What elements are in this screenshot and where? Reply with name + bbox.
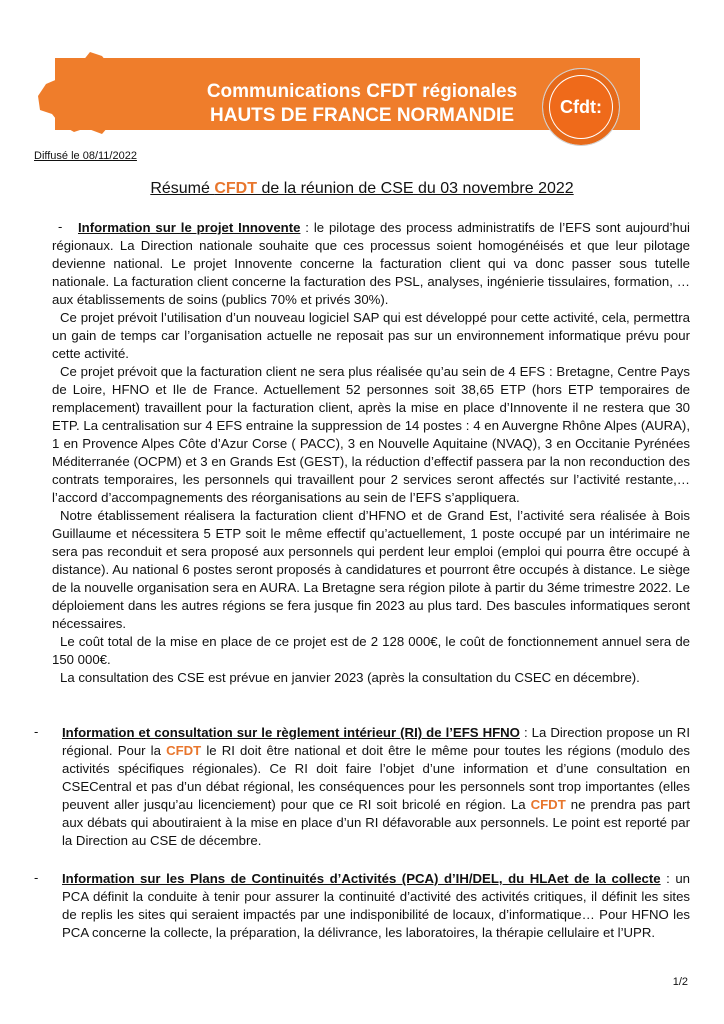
section1-paragraph2: Ce projet prévoit l’utilisation d’un nouveau logiciel SAP qui est développé pour cette activité, cela, permettra un gain de temps car l’organisation actuelle ne reposait pas sur un environnement informatique prévu pour cette activité. [52, 310, 690, 361]
section1-paragraph5: Le coût total de la mise en place de ce projet est de 2 128 000€, le coût de fonctionnement annuel sera de 150 000€. [52, 634, 690, 667]
section-reglement-interieur [62, 724, 690, 850]
section1-text1: : le pilotage des process administratifs de l’EFS sont aujourd’hui régionaux. La Direction nationale souhaite que ces processus soient homogénéisés et que leur pilotage devienne national. Le projet Innovente concerne la facturation client qui va donc passer sous tutelle nationale. La facturation client concerne la facturation des PSL, analyses, ingénierie tissulaires, formation, … aux établissements de soins (publics 70% et privés 30%). [52, 220, 690, 307]
section1-paragraph4: Notre établissement réalisera la facturation client d’HFNO et de Grand Est, l’activité sera réalisée à Bois Guillaume et nécessitera 5 ETP soit le même effectif qu’actuellement, 1 poste occupé par un intérimaire ne sera pas reconduit et sera proposé aux personnels qui perdent leur emploi (emploi qui pourra être occupé à distance). Au national 6 postes seront proposés à candidatures et pourront être occupés à distance. Le siège de la nouvelle organisation sera en AURA. La Bretagne sera région pilote à partir du 3éme trimestre 2022. Le déploiement dans les autres régions se fera jusque fin 2023 au plus tard. Des bascules informatiques seront nécessaires. [52, 508, 690, 631]
section2-cfdt2: CFDT [530, 797, 566, 812]
document-title [0, 180, 724, 198]
section-pca [62, 870, 690, 942]
title-suffix: de la réunion de CSE du 03 novembre 2022 [257, 180, 574, 197]
section3-heading: Information sur les Plans de Continuités d’Activités (PCA) d’IH/DEL, du HLAet de la collecte [62, 871, 661, 886]
section1-paragraph1 [52, 219, 690, 309]
section2-text3: ne prendra pas part aux débats qui aboutiraient à la mise en place d’un RI défavorable aux personnels. Le point est reporté par la Direction au CSE de décembre. [62, 797, 690, 848]
section2-heading: Information et consultation sur le règlement intérieur (RI) de l’EFS HFNO [62, 725, 520, 740]
cfdt-logo-text: Cfdt: [550, 76, 612, 138]
cfdt-logo [542, 68, 620, 146]
section-innovente [52, 219, 690, 687]
page-number: 1/2 [672, 976, 688, 988]
bullet-1: - [58, 219, 63, 234]
header-title-line2: HAUTS DE FRANCE NORMANDIE [210, 105, 514, 126]
header-title-line1: Communications CFDT régionales [206, 81, 518, 102]
section3-text: : un PCA définit la conduite à tenir pour assurer la continuité d’activité des activités critiques, il définit les sites de replis les sites qui seraient impactés par une indisponibilité de locaux, d’informatique… Pour HFNO les PCA concerne la collecte, la préparation, la délivrance, les laboratoires, la thérapie cellulaire et l’UPR. [62, 871, 690, 940]
section2-text2: le RI doit être national et doit être le même pour toutes les régions (modulo des activités spécifiques régionales). Ce RI doit faire l’objet d’une information et d’une consultation en CSECentral et pas d’un débat régional, les conséquences pour les personnels sont trop importantes (elles peuvent aller jusqu’au licenciement) pour que ce RI soit bricolé en région. La [62, 743, 691, 812]
bullet-2: - [34, 724, 39, 739]
publication-date: Diffusé le 08/11/2022 [34, 150, 137, 162]
section2-text1: : La Direction propose un RI régional. Pour la [62, 725, 690, 758]
section1-paragraph6: La consultation des CSE est prévue en janvier 2023 (après la consultation du CSEC en décembre). [60, 670, 640, 685]
section3-paragraph [62, 870, 690, 942]
title-cfdt: CFDT [214, 180, 257, 197]
section2-cfdt1: CFDT [166, 743, 202, 758]
section1-paragraph3: Ce projet prévoit que la facturation client ne sera plus réalisée qu’au sein de 4 EFS : Bretagne, Centre Pays de Loire, HFNO et Ile de France. Actuellement 52 personnes soit 38,65 ETP (hors ETP temporaires de remplacement) travaillent pour la facturation client, après la mise en place d’Innovente il ne restera que 30 ETP. La centralisation sur 4 EFS entraine la suppression de 14 postes : 4 en Auvergne Rhône Alpes (AURA), 1 en Provence Alpes Côte d’Azur Corse ( PACC), 3 en Nouvelle Aquitaine (NVAQ), 3 en Occitanie Pyrénées Méditerranée (OCPM) et 3 en Grands Est (GEST), la réduction d’effectif passera par la non reconduction des contrats temporaires, les personnels qui travaillent pour 2 services seront affectés sur l’activité restante,… l’accord d’accompagnements des réorganisations au sein de l’EFS s’appliquera. [52, 364, 690, 505]
bullet-3: - [34, 870, 39, 885]
title-prefix: Résumé [150, 180, 215, 197]
section1-heading: Information sur le projet Innovente [78, 220, 301, 235]
section2-paragraph [62, 724, 690, 850]
